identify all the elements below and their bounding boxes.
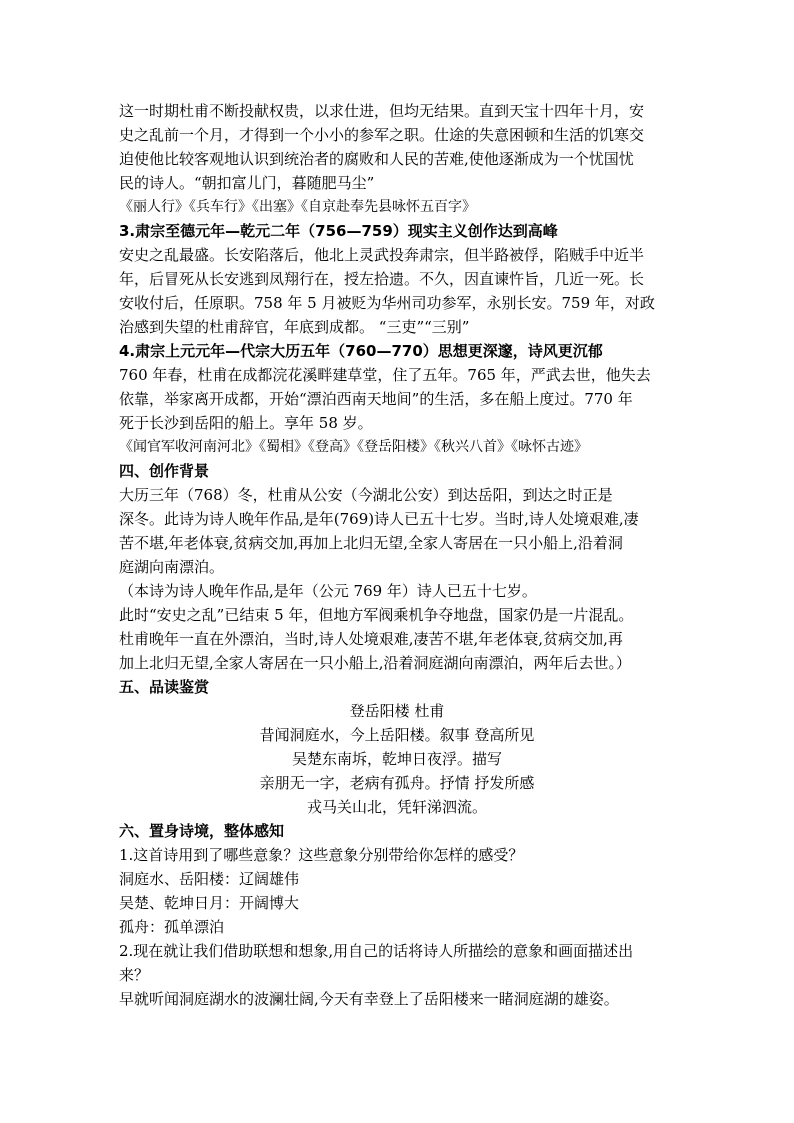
text-line: 死于长沙到岳阳的船上。享年 58 岁。 — [119, 414, 373, 432]
poem-title: 登岳阳楼 杜甫 — [349, 702, 445, 720]
section-heading-perception: 六、置身诗境，整体感知 — [119, 822, 285, 840]
poem-line: 亲朋无一字，老病有孤舟。抒情 抒发所感 — [259, 774, 535, 792]
text-line: 治感到失望的杜甫辞官，年底到成都。 “三吏”“三别” — [119, 318, 470, 336]
period-heading-3: 3.肃宗至德元年—乾元二年（756—759）现实主义创作达到高峰 — [119, 222, 558, 240]
works-list: 《丽人行》《兵车行》《出塞》《自京赴奉先县咏怀五百字》 — [119, 199, 476, 215]
text-line: 依靠，举家离开成都，开始“漂泊西南天地间”的生活，多在船上度过。770 年 — [119, 390, 633, 408]
answer-line: 洞庭水、岳阳楼：辽阔雄伟 — [119, 870, 300, 888]
text-line: 此时“安史之乱”已结束 5 年，但地方军阀乘机争夺地盘，国家仍是一片混乱。 — [119, 606, 634, 624]
text-line: 这一时期杜甫不断投献权贵，以求仕进，但均无结果。直到天宝十四年十月，安 — [119, 102, 645, 120]
answer-line: 孤舟：孤单漂泊 — [119, 918, 225, 936]
period-heading-4: 4.肃宗上元元年—代宗大历五年（760—770）思想更深邃，诗风更沉郁 — [119, 342, 603, 360]
text-line: 民的诗人。“朝扣富儿门，暮随肥马尘” — [119, 174, 375, 192]
text-line: 早就听闻洞庭湖水的波澜壮阔,今天有幸登上了岳阳楼来一睹洞庭湖的雄姿。 — [119, 990, 619, 1008]
text-line: 大历三年（768）冬，杜甫从公安（今湖北公安）到达岳阳，到达之时正是 — [119, 486, 613, 504]
text-line: （本诗为诗人晚年作品,是年（公元 769 年）诗人已五十七岁。 — [119, 582, 537, 600]
text-line: 迫使他比较客观地认识到统治者的腐败和人民的苦难,使他逐渐成为一个忧国忧 — [119, 150, 634, 168]
text-line: 深冬。此诗为诗人晚年作品,是年(769)诗人已五十七岁。当时,诗人处境艰难,凄 — [119, 510, 639, 528]
question-2: 2.现在就让我们借助联想和想象,用自己的话将诗人所描绘的意象和画面描述出 — [119, 942, 634, 960]
answer-line: 吴楚、乾坤日月：开阔博大 — [119, 894, 300, 912]
section-heading-appreciation: 五、品读鉴赏 — [119, 678, 210, 696]
text-line: 安史之乱最盛。长安陷落后，他北上灵武投奔肃宗，但半路被俘，陷贼手中近半 — [119, 246, 645, 264]
works-list: 《闻官军收河南河北》《蜀相》《登高》《登岳阳楼》《秋兴八首》《咏怀古迹》 — [119, 439, 588, 455]
text-line: 苦不堪,年老体衰,贫病交加,再加上北归无望,全家人寄居在一只小船上,沿着洞 — [119, 534, 623, 552]
text-line: 庭湖向南漂泊。 — [119, 558, 225, 576]
text-line: 史之乱前一个月，才得到一个小小的参军之职。仕途的失意困顿和生活的饥寒交 — [119, 126, 645, 144]
text-line: 760 年春，杜甫在成都浣花溪畔建草堂，住了五年。765 年，严武去世，他失去 — [119, 366, 651, 384]
question-1: 1.这首诗用到了哪些意象？这些意象分别带给你怎样的感受？ — [119, 846, 524, 864]
poem-line: 吴楚东南坼，乾坤日夜浮。描写 — [291, 750, 502, 768]
poem-line: 戎马关山北，凭轩涕泗流。 — [306, 798, 487, 816]
section-heading-background: 四、创作背景 — [119, 462, 210, 480]
question-2-cont: 来？ — [119, 966, 150, 984]
text-line: 安收付后，任原职。758 年 5 月被贬为华州司功参军，永别长安。759 年，对政 — [119, 294, 655, 312]
text-line: 杜甫晚年一直在外漂泊，当时,诗人处境艰难,凄苦不堪,年老体衰,贫病交加,再 — [119, 630, 623, 648]
text-line: 年，后冒死从长安逃到凤翔行在，授左拾遗。不久，因直谏忤旨，几近一死。长 — [119, 270, 645, 288]
text-line: 加上北归无望,全家人寄居在一只小船上,沿着洞庭湖向南漂泊，两年后去世。） — [119, 654, 632, 672]
poem-line: 昔闻洞庭水，今上岳阳楼。叙事 登高所见 — [259, 726, 535, 744]
